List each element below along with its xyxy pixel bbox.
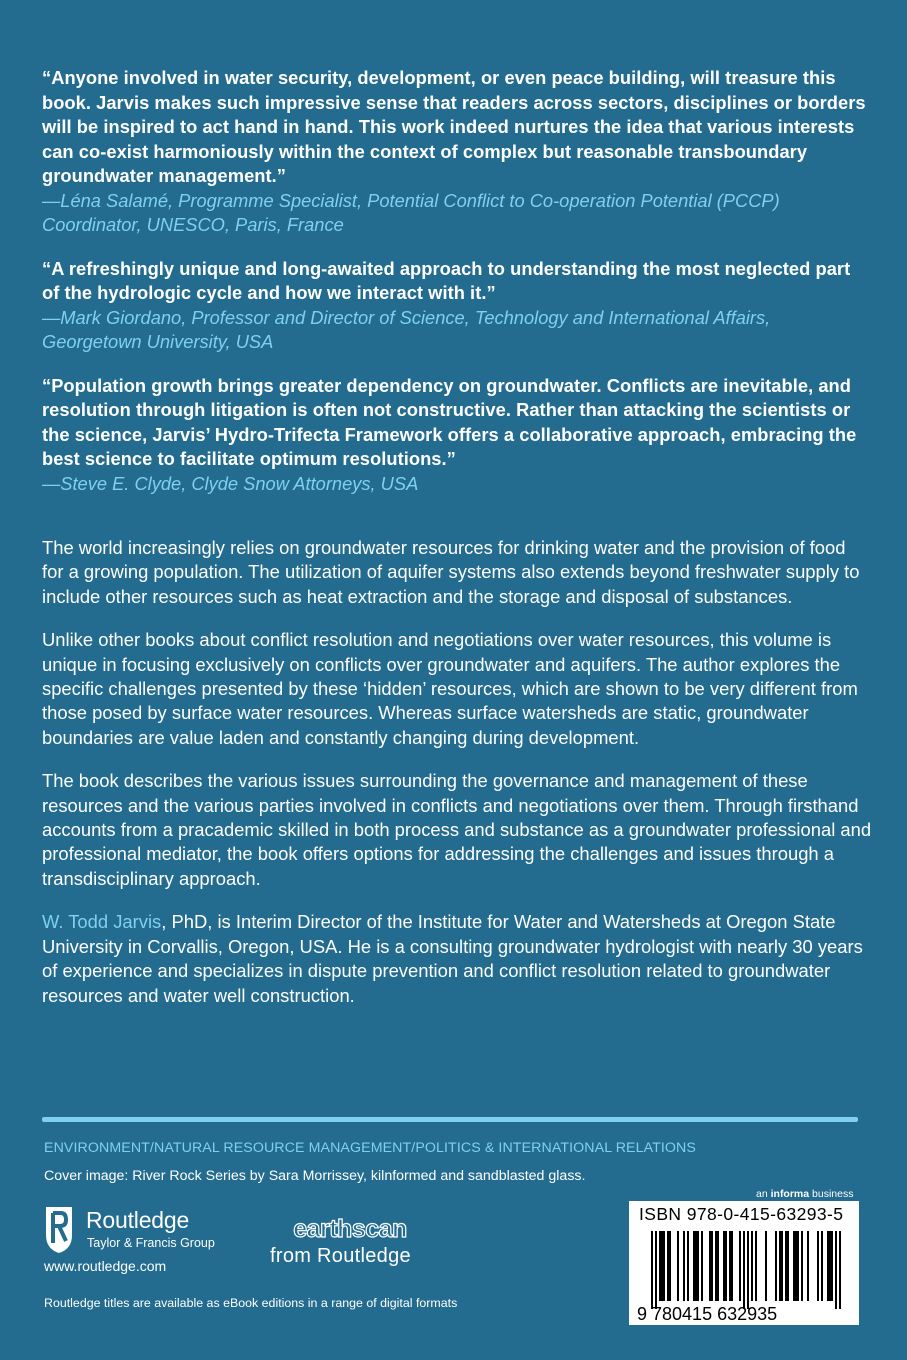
endorsement-attribution: —Mark Giordano, Professor and Director of Science, Technology and International Affairs, Georgetown University, USA	[42, 306, 771, 352]
barcode-bar	[701, 1231, 703, 1301]
barcode-bar	[717, 1231, 719, 1301]
barcode-bar	[683, 1231, 685, 1301]
earthscan-wordmark-text: earthscan	[293, 1215, 407, 1243]
description-paragraph: Unlike other books about conflict resolution and negotiations over water resources, this volume is unique in focusing exclusively on conflicts over groundwater and aquifers. The author explores the specific challenges presented by these ‘hidden’ resources, which are shown to be very different from those posed by surface water resources. Whereas surface watersheds are static, groundwater boundaries are value laden and constantly changing during development.	[42, 629, 858, 748]
barcode-bar	[795, 1231, 797, 1301]
barcode-bar	[751, 1231, 753, 1301]
barcode-bar	[663, 1231, 665, 1301]
barcode-bar	[827, 1231, 829, 1301]
author-bio-text: , PhD, is Interim Director of the Institute for Water and Watersheds at Oregon State University in Corvallis, Oregon, USA. He is a consulting groundwater hydrologist with nearly 30 years of experience and specializes in dispute prevention and conflict resolution related to groundwater resources and water well construction.	[42, 911, 863, 1006]
endorsement-attribution: —Léna Salamé, Programme Specialist, Potential Conflict to Co-operation Potential (PCCP) Coordinator, UNESCO, Paris, France	[42, 189, 780, 235]
barcode-bar	[821, 1231, 823, 1301]
barcode-bar	[731, 1231, 733, 1301]
informa-brand: informa	[770, 1188, 810, 1200]
routledge-logo	[44, 1205, 244, 1257]
isbn-label: ISBN 978-0-415-63293-5	[639, 1204, 844, 1224]
endorsement-3	[42, 374, 872, 497]
endorsement-text: “A refreshingly unique and long-awaited approach to understanding the most neglected part of the hydrologic cycle and how we interact with it.”	[42, 257, 851, 303]
barcode-bar	[787, 1231, 789, 1301]
barcode-bar	[709, 1231, 711, 1301]
cover-image-credit: Cover image: River Rock Series by Sara Morrissey, kilnformed and sandblasted glass.	[44, 1168, 586, 1184]
barcode-bar	[693, 1231, 695, 1301]
barcode-bar	[655, 1231, 657, 1309]
barcode-bar	[687, 1231, 689, 1301]
author-bio	[42, 910, 872, 1008]
routledge-shield-icon	[44, 1205, 74, 1255]
barcode-bar	[667, 1231, 669, 1301]
barcode-bar	[723, 1231, 725, 1301]
barcode-bar	[669, 1231, 671, 1301]
barcode-bar	[793, 1231, 795, 1301]
endorsement-1	[42, 66, 872, 238]
informa-prefix: an	[756, 1188, 771, 1200]
barcode-bar	[651, 1231, 653, 1309]
ebook-note: Routledge titles are available as eBook editions in a range of digital formats	[44, 1296, 458, 1310]
barcode-bar	[659, 1231, 661, 1301]
informa-business	[756, 1188, 853, 1200]
description-paragraph: The world increasingly relies on groundwater resources for drinking water and the provision of food for a growing population. The utilization of aquifer systems also extends beyond freshwater supply to include other resources such as heat extraction and the storage and disposal of substances.	[42, 537, 860, 607]
barcode-bar	[743, 1231, 745, 1309]
barcode-bar	[711, 1231, 713, 1301]
barcode-bar	[831, 1231, 833, 1301]
barcode-bar	[835, 1231, 837, 1309]
barcode-panel	[629, 1201, 859, 1325]
endorsement-text: “Population growth brings greater dependency on groundwater. Conflicts are inevitable, and resolution through litigation is often not constructive. Rather than attacking the scientists or the science, Jarvis’ Hydro-Trifecta Framework offers a collaborative approach, embracing the best science to facilitate optimum resolutions.”	[42, 374, 857, 469]
barcode-bar	[739, 1231, 741, 1301]
barcode-bar	[775, 1231, 777, 1301]
ean-digits: 9 780415 632935	[637, 1304, 778, 1324]
barcode-bar	[785, 1231, 787, 1301]
divider-rule	[42, 1117, 858, 1122]
description-paragraph: The book describes the various issues surrounding the governance and management of these resources and the various parties involved in conflicts and negotiations over them. Through firsthand accounts from a pracademic skilled in both process and substance as a groundwater professional and professional mediator, the book offers options for addressing the challenges and issues through a transdisciplinary approach.	[42, 770, 872, 889]
barcode-bar	[661, 1231, 663, 1301]
subject-category: ENVIRONMENT/NATURAL RESOURCE MANAGEMENT/POLITICS & INTERNATIONAL RELATIONS	[44, 1140, 696, 1156]
barcode-bar	[677, 1231, 679, 1301]
barcode-bar	[755, 1231, 757, 1301]
barcode-bar	[779, 1231, 781, 1301]
barcode-bar	[797, 1231, 799, 1301]
endorsement-attribution: —Steve E. Clyde, Clyde Snow Attorneys, USA	[42, 472, 419, 494]
routledge-name: Routledge	[86, 1207, 190, 1233]
barcode-bar	[715, 1231, 717, 1301]
endorsements	[42, 66, 872, 515]
barcode-bar	[697, 1231, 699, 1301]
barcode-bar	[729, 1231, 731, 1301]
barcode-bar	[765, 1231, 767, 1301]
barcode-bar	[839, 1231, 841, 1309]
barcode-bar	[747, 1231, 749, 1309]
barcode-bar	[801, 1231, 803, 1301]
barcode-bar	[829, 1231, 831, 1301]
barcode-bar	[817, 1231, 819, 1301]
earthscan-logo	[268, 1214, 438, 1270]
barcode-bar	[781, 1231, 783, 1301]
barcode-bar	[695, 1231, 697, 1301]
book-description	[42, 536, 872, 1027]
endorsement-text: “Anyone involved in water security, development, or even peace building, will treasure this book. Jarvis makes such impressive sense that readers across sectors, disciplines or borders will be inspired to act hand in hand. This work indeed nurtures the idea that various interests can co-exist harmoniously within the context of complex but reasonable transboundary groundwater management.”	[42, 67, 866, 186]
barcode-bar	[725, 1231, 727, 1301]
barcode-bar	[807, 1231, 809, 1301]
earthscan-sub: from Routledge	[270, 1245, 411, 1267]
endorsement-2	[42, 257, 872, 355]
routledge-group: Taylor & Francis Group	[87, 1236, 215, 1250]
publisher-website[interactable]: www.routledge.com	[44, 1258, 167, 1274]
informa-suffix: business	[809, 1188, 854, 1200]
earthscan-wordmark	[268, 1214, 432, 1244]
author-name: W. Todd Jarvis	[42, 911, 162, 933]
